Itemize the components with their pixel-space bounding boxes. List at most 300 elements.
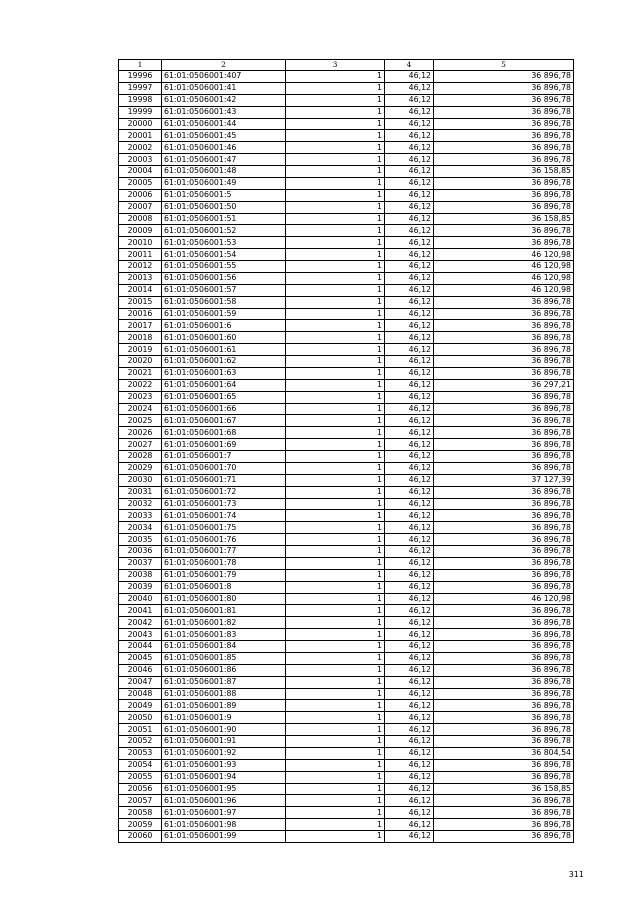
table-cell-col-5: 36 896,78	[434, 82, 574, 94]
table-cell-col-4: 46,12	[385, 593, 434, 605]
table-cell-col-2: 61:01:0506001:91	[162, 736, 286, 748]
table-cell-col-3: 1	[286, 427, 385, 439]
table-cell-col-5: 46 120,98	[434, 261, 574, 273]
table-row	[119, 759, 574, 771]
table-cell-col-1: 20014	[119, 284, 162, 296]
table-cell-col-4: 46,12	[385, 237, 434, 249]
table-cell-col-2: 61:01:0506001:92	[162, 747, 286, 759]
table-cell-col-1: 20004	[119, 166, 162, 178]
table-cell-col-1: 20042	[119, 617, 162, 629]
table-cell-col-5: 36 896,78	[434, 510, 574, 522]
table-cell-col-2: 61:01:0506001:8	[162, 581, 286, 593]
table-cell-col-3: 1	[286, 272, 385, 284]
table-cell-col-1: 20005	[119, 177, 162, 189]
table-cell-col-4: 46,12	[385, 700, 434, 712]
table-cell-col-4: 46,12	[385, 379, 434, 391]
table-cell-col-1: 20002	[119, 142, 162, 154]
table-row	[119, 272, 574, 284]
table-cell-col-3: 1	[286, 486, 385, 498]
table-row	[119, 82, 574, 94]
table-cell-col-3: 1	[286, 676, 385, 688]
table-row	[119, 189, 574, 201]
table-cell-col-1: 20055	[119, 771, 162, 783]
table-cell-col-1: 20039	[119, 581, 162, 593]
table-cell-col-5: 36 896,78	[434, 332, 574, 344]
table-cell-col-2: 61:01:0506001:99	[162, 831, 286, 843]
table-cell-col-5: 36 896,78	[434, 688, 574, 700]
table-cell-col-3: 1	[286, 498, 385, 510]
table-cell-col-1: 20006	[119, 189, 162, 201]
table-cell-col-2: 61:01:0506001:42	[162, 94, 286, 106]
table-cell-col-3: 1	[286, 807, 385, 819]
table-cell-col-4: 46,12	[385, 415, 434, 427]
table-row	[119, 831, 574, 843]
table-cell-col-2: 61:01:0506001:49	[162, 177, 286, 189]
table-cell-col-4: 46,12	[385, 486, 434, 498]
table-cell-col-5: 36 896,78	[434, 403, 574, 415]
table-row	[119, 106, 574, 118]
table-cell-col-2: 61:01:0506001:78	[162, 557, 286, 569]
table-cell-col-4: 46,12	[385, 534, 434, 546]
table-cell-col-3: 1	[286, 237, 385, 249]
table-cell-col-4: 46,12	[385, 759, 434, 771]
table-cell-col-1: 20011	[119, 249, 162, 261]
table-row	[119, 747, 574, 759]
table-cell-col-3: 1	[286, 700, 385, 712]
table-cell-col-1: 20001	[119, 130, 162, 142]
table-cell-col-4: 46,12	[385, 617, 434, 629]
table-cell-col-2: 61:01:0506001:46	[162, 142, 286, 154]
table-cell-col-3: 1	[286, 356, 385, 368]
table-row	[119, 736, 574, 748]
table-cell-col-3: 1	[286, 474, 385, 486]
table-cell-col-4: 46,12	[385, 403, 434, 415]
table-cell-col-5: 36 896,78	[434, 522, 574, 534]
table-row	[119, 177, 574, 189]
table-cell-col-1: 20038	[119, 569, 162, 581]
table-cell-col-1: 20049	[119, 700, 162, 712]
table-cell-col-4: 46,12	[385, 94, 434, 106]
table-row	[119, 249, 574, 261]
table-row	[119, 154, 574, 166]
table-cell-col-1: 20025	[119, 415, 162, 427]
table-row	[119, 225, 574, 237]
table-cell-col-2: 61:01:0506001:84	[162, 641, 286, 653]
table-cell-col-1: 19996	[119, 71, 162, 83]
table-cell-col-2: 61:01:0506001:74	[162, 510, 286, 522]
table-cell-col-4: 46,12	[385, 652, 434, 664]
table-cell-col-3: 1	[286, 154, 385, 166]
table-cell-col-5: 36 896,78	[434, 118, 574, 130]
table-row	[119, 498, 574, 510]
column-header-4: 4	[385, 60, 434, 71]
table-cell-col-4: 46,12	[385, 367, 434, 379]
table-cell-col-1: 20021	[119, 367, 162, 379]
table-row	[119, 451, 574, 463]
table-cell-col-1: 20032	[119, 498, 162, 510]
table-cell-col-5: 36 297,21	[434, 379, 574, 391]
table-cell-col-4: 46,12	[385, 783, 434, 795]
table-cell-col-3: 1	[286, 617, 385, 629]
table-cell-col-1: 20013	[119, 272, 162, 284]
table-cell-col-5: 36 896,78	[434, 367, 574, 379]
table-cell-col-4: 46,12	[385, 605, 434, 617]
table-cell-col-2: 61:01:0506001:75	[162, 522, 286, 534]
table-cell-col-2: 61:01:0506001:66	[162, 403, 286, 415]
table-cell-col-1: 20030	[119, 474, 162, 486]
table-row	[119, 771, 574, 783]
table-cell-col-3: 1	[286, 795, 385, 807]
table-row	[119, 486, 574, 498]
table-cell-col-3: 1	[286, 403, 385, 415]
table-cell-col-1: 20054	[119, 759, 162, 771]
table-cell-col-3: 1	[286, 510, 385, 522]
table-cell-col-2: 61:01:0506001:7	[162, 451, 286, 463]
table-cell-col-5: 46 120,98	[434, 272, 574, 284]
table-row	[119, 724, 574, 736]
data-table	[118, 59, 574, 843]
table-cell-col-4: 46,12	[385, 142, 434, 154]
table-cell-col-3: 1	[286, 819, 385, 831]
table-cell-col-2: 61:01:0506001:83	[162, 629, 286, 641]
table-cell-col-5: 36 896,78	[434, 142, 574, 154]
table-cell-col-1: 20058	[119, 807, 162, 819]
table-cell-col-4: 46,12	[385, 629, 434, 641]
table-cell-col-3: 1	[286, 724, 385, 736]
table-cell-col-3: 1	[286, 391, 385, 403]
table-cell-col-1: 20022	[119, 379, 162, 391]
table-row	[119, 415, 574, 427]
table-cell-col-5: 36 896,78	[434, 652, 574, 664]
table-cell-col-5: 46 120,98	[434, 593, 574, 605]
table-cell-col-4: 46,12	[385, 819, 434, 831]
table-cell-col-3: 1	[286, 641, 385, 653]
table-cell-col-1: 20046	[119, 664, 162, 676]
table-cell-col-4: 46,12	[385, 391, 434, 403]
table-cell-col-1: 20007	[119, 201, 162, 213]
table-cell-col-5: 36 896,78	[434, 189, 574, 201]
table-row	[119, 403, 574, 415]
table-cell-col-2: 61:01:0506001:48	[162, 166, 286, 178]
table-cell-col-1: 20059	[119, 819, 162, 831]
table-row	[119, 581, 574, 593]
table-cell-col-5: 36 896,78	[434, 415, 574, 427]
table-cell-col-4: 46,12	[385, 736, 434, 748]
table-cell-col-5: 36 896,78	[434, 462, 574, 474]
table-cell-col-2: 61:01:0506001:59	[162, 308, 286, 320]
table-cell-col-5: 36 896,78	[434, 106, 574, 118]
table-cell-col-1: 20037	[119, 557, 162, 569]
table-cell-col-3: 1	[286, 189, 385, 201]
table-row	[119, 712, 574, 724]
table-cell-col-3: 1	[286, 831, 385, 843]
table-row	[119, 379, 574, 391]
table-cell-col-1: 20026	[119, 427, 162, 439]
table-cell-col-5: 36 896,78	[434, 237, 574, 249]
table-cell-col-2: 61:01:0506001:95	[162, 783, 286, 795]
table-cell-col-1: 20056	[119, 783, 162, 795]
table-cell-col-5: 36 158,85	[434, 213, 574, 225]
table-cell-col-4: 46,12	[385, 166, 434, 178]
table-row	[119, 308, 574, 320]
table-cell-col-3: 1	[286, 415, 385, 427]
table-cell-col-2: 61:01:0506001:55	[162, 261, 286, 273]
table-cell-col-3: 1	[286, 177, 385, 189]
table-cell-col-4: 46,12	[385, 427, 434, 439]
table-cell-col-2: 61:01:0506001:63	[162, 367, 286, 379]
table-row	[119, 605, 574, 617]
table-cell-col-5: 36 896,78	[434, 356, 574, 368]
table-cell-col-1: 20020	[119, 356, 162, 368]
table-cell-col-5: 36 896,78	[434, 498, 574, 510]
table-cell-col-4: 46,12	[385, 510, 434, 522]
table-row	[119, 118, 574, 130]
table-cell-col-3: 1	[286, 664, 385, 676]
table-cell-col-4: 46,12	[385, 177, 434, 189]
table-cell-col-1: 20003	[119, 154, 162, 166]
table-cell-col-2: 61:01:0506001:43	[162, 106, 286, 118]
table-cell-col-3: 1	[286, 106, 385, 118]
table-row	[119, 356, 574, 368]
table-row	[119, 783, 574, 795]
table-cell-col-5: 36 896,78	[434, 629, 574, 641]
table-cell-col-5: 36 896,78	[434, 641, 574, 653]
table-cell-col-5: 46 120,98	[434, 284, 574, 296]
table-row	[119, 201, 574, 213]
table-cell-col-4: 46,12	[385, 320, 434, 332]
table-cell-col-1: 20044	[119, 641, 162, 653]
table-cell-col-2: 61:01:0506001:47	[162, 154, 286, 166]
table-cell-col-3: 1	[286, 581, 385, 593]
table-cell-col-2: 61:01:0506001:76	[162, 534, 286, 546]
table-cell-col-5: 36 896,78	[434, 569, 574, 581]
table-cell-col-4: 46,12	[385, 462, 434, 474]
table-cell-col-2: 61:01:0506001:89	[162, 700, 286, 712]
table-cell-col-4: 46,12	[385, 189, 434, 201]
table-cell-col-5: 46 120,98	[434, 249, 574, 261]
table-cell-col-1: 20012	[119, 261, 162, 273]
table-cell-col-3: 1	[286, 593, 385, 605]
table-cell-col-1: 20043	[119, 629, 162, 641]
table-cell-col-4: 46,12	[385, 356, 434, 368]
table-cell-col-5: 36 896,78	[434, 546, 574, 558]
table-cell-col-3: 1	[286, 249, 385, 261]
header-row	[119, 60, 574, 71]
page-number: 311	[568, 870, 584, 879]
table-cell-col-5: 36 896,78	[434, 664, 574, 676]
table-cell-col-3: 1	[286, 439, 385, 451]
table-cell-col-5: 36 896,78	[434, 308, 574, 320]
table-cell-col-2: 61:01:0506001:57	[162, 284, 286, 296]
table-cell-col-3: 1	[286, 296, 385, 308]
table-cell-col-3: 1	[286, 320, 385, 332]
table-cell-col-2: 61:01:0506001:82	[162, 617, 286, 629]
table-row	[119, 130, 574, 142]
table-row	[119, 71, 574, 83]
table-row	[119, 641, 574, 653]
table-cell-col-4: 46,12	[385, 569, 434, 581]
table-cell-col-4: 46,12	[385, 82, 434, 94]
table-cell-col-4: 46,12	[385, 557, 434, 569]
column-header-5: 5	[434, 60, 574, 71]
table-cell-col-1: 20041	[119, 605, 162, 617]
table-cell-col-3: 1	[286, 261, 385, 273]
table-cell-col-2: 61:01:0506001:65	[162, 391, 286, 403]
table-row	[119, 510, 574, 522]
table-cell-col-4: 46,12	[385, 296, 434, 308]
table-cell-col-2: 61:01:0506001:94	[162, 771, 286, 783]
table-row	[119, 474, 574, 486]
table-cell-col-1: 20015	[119, 296, 162, 308]
table-cell-col-1: 20009	[119, 225, 162, 237]
table-cell-col-5: 36 896,78	[434, 177, 574, 189]
table-cell-col-4: 46,12	[385, 712, 434, 724]
table-row	[119, 320, 574, 332]
table-cell-col-1: 20053	[119, 747, 162, 759]
table-cell-col-1: 20033	[119, 510, 162, 522]
table-row	[119, 617, 574, 629]
table-cell-col-4: 46,12	[385, 474, 434, 486]
table-cell-col-5: 36 158,85	[434, 166, 574, 178]
table-cell-col-3: 1	[286, 569, 385, 581]
table-cell-col-5: 36 896,78	[434, 439, 574, 451]
table-cell-col-5: 36 896,78	[434, 154, 574, 166]
table-cell-col-2: 61:01:0506001:73	[162, 498, 286, 510]
table-cell-col-4: 46,12	[385, 213, 434, 225]
table-cell-col-3: 1	[286, 652, 385, 664]
table-cell-col-5: 36 896,78	[434, 807, 574, 819]
table-cell-col-2: 61:01:0506001:93	[162, 759, 286, 771]
table-cell-col-3: 1	[286, 462, 385, 474]
table-cell-col-4: 46,12	[385, 831, 434, 843]
table-cell-col-5: 36 896,78	[434, 391, 574, 403]
table-cell-col-1: 20028	[119, 451, 162, 463]
table-cell-col-2: 61:01:0506001:81	[162, 605, 286, 617]
table-cell-col-5: 36 896,78	[434, 130, 574, 142]
table-cell-col-4: 46,12	[385, 130, 434, 142]
table-cell-col-1: 20040	[119, 593, 162, 605]
table-cell-col-2: 61:01:0506001:86	[162, 664, 286, 676]
column-header-2: 2	[162, 60, 286, 71]
table-row	[119, 142, 574, 154]
table-cell-col-4: 46,12	[385, 724, 434, 736]
table-row	[119, 652, 574, 664]
table-row	[119, 261, 574, 273]
table-cell-col-2: 61:01:0506001:50	[162, 201, 286, 213]
table-cell-col-4: 46,12	[385, 771, 434, 783]
table-cell-col-4: 46,12	[385, 676, 434, 688]
table-cell-col-4: 46,12	[385, 664, 434, 676]
table-cell-col-1: 20057	[119, 795, 162, 807]
table-cell-col-3: 1	[286, 201, 385, 213]
table-cell-col-2: 61:01:0506001:41	[162, 82, 286, 94]
table-cell-col-1: 20031	[119, 486, 162, 498]
table-cell-col-5: 36 896,78	[434, 581, 574, 593]
table-cell-col-2: 61:01:0506001:72	[162, 486, 286, 498]
table-cell-col-1: 20023	[119, 391, 162, 403]
table-cell-col-5: 36 896,78	[434, 201, 574, 213]
table-cell-col-2: 61:01:0506001:5	[162, 189, 286, 201]
table-cell-col-5: 36 896,78	[434, 700, 574, 712]
table-row	[119, 795, 574, 807]
table-row	[119, 522, 574, 534]
table-cell-col-1: 20024	[119, 403, 162, 415]
table-cell-col-5: 36 896,78	[434, 712, 574, 724]
table-cell-col-2: 61:01:0506001:61	[162, 344, 286, 356]
table-cell-col-3: 1	[286, 308, 385, 320]
table-cell-col-4: 46,12	[385, 344, 434, 356]
table-row	[119, 557, 574, 569]
table-cell-col-1: 20052	[119, 736, 162, 748]
table-cell-col-2: 61:01:0506001:70	[162, 462, 286, 474]
table-cell-col-4: 46,12	[385, 249, 434, 261]
table-cell-col-5: 36 896,78	[434, 605, 574, 617]
table-row	[119, 237, 574, 249]
table-cell-col-5: 36 896,78	[434, 71, 574, 83]
table-cell-col-2: 61:01:0506001:44	[162, 118, 286, 130]
table-cell-col-4: 46,12	[385, 118, 434, 130]
table-row	[119, 569, 574, 581]
table-cell-col-1: 20051	[119, 724, 162, 736]
table-row	[119, 546, 574, 558]
table-cell-col-2: 61:01:0506001:9	[162, 712, 286, 724]
table-cell-col-2: 61:01:0506001:407	[162, 71, 286, 83]
table-cell-col-3: 1	[286, 166, 385, 178]
table-cell-col-1: 20000	[119, 118, 162, 130]
table-cell-col-5: 36 896,78	[434, 486, 574, 498]
table-cell-col-3: 1	[286, 629, 385, 641]
table-row	[119, 427, 574, 439]
table-cell-col-3: 1	[286, 522, 385, 534]
table-cell-col-2: 61:01:0506001:56	[162, 272, 286, 284]
table-cell-col-5: 36 896,78	[434, 296, 574, 308]
table-cell-col-5: 36 896,78	[434, 320, 574, 332]
column-header-3: 3	[286, 60, 385, 71]
table-row	[119, 367, 574, 379]
table-cell-col-2: 61:01:0506001:88	[162, 688, 286, 700]
table-cell-col-2: 61:01:0506001:64	[162, 379, 286, 391]
table-cell-col-4: 46,12	[385, 284, 434, 296]
table-cell-col-1: 20019	[119, 344, 162, 356]
table-cell-col-4: 46,12	[385, 747, 434, 759]
table-cell-col-1: 20035	[119, 534, 162, 546]
table-cell-col-2: 61:01:0506001:67	[162, 415, 286, 427]
table-cell-col-4: 46,12	[385, 581, 434, 593]
table-cell-col-2: 61:01:0506001:68	[162, 427, 286, 439]
table-cell-col-1: 20018	[119, 332, 162, 344]
table-row	[119, 439, 574, 451]
table-cell-col-2: 61:01:0506001:97	[162, 807, 286, 819]
table-cell-col-1: 20034	[119, 522, 162, 534]
table-cell-col-5: 36 896,78	[434, 427, 574, 439]
table-cell-col-3: 1	[286, 546, 385, 558]
table-cell-col-5: 36 896,78	[434, 724, 574, 736]
table-cell-col-4: 46,12	[385, 546, 434, 558]
table-cell-col-1: 20017	[119, 320, 162, 332]
table-cell-col-5: 36 896,78	[434, 831, 574, 843]
table-row	[119, 296, 574, 308]
table-cell-col-4: 46,12	[385, 522, 434, 534]
table-cell-col-2: 61:01:0506001:6	[162, 320, 286, 332]
table-cell-col-2: 61:01:0506001:98	[162, 819, 286, 831]
table-cell-col-1: 19997	[119, 82, 162, 94]
table-row	[119, 534, 574, 546]
table-cell-col-1: 20045	[119, 652, 162, 664]
table-cell-col-4: 46,12	[385, 439, 434, 451]
table-cell-col-1: 20060	[119, 831, 162, 843]
table-cell-col-3: 1	[286, 605, 385, 617]
table-cell-col-2: 61:01:0506001:58	[162, 296, 286, 308]
